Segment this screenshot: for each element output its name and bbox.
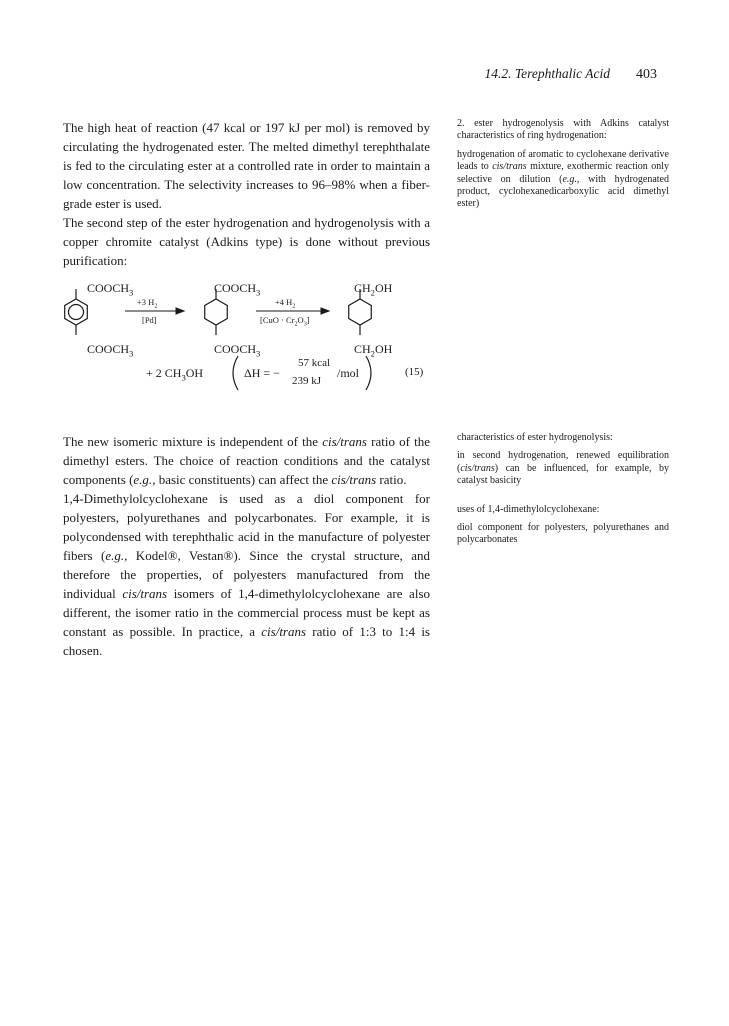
cond-2-catalyst: $[CuO \cdot Cr_2O_3]$	[260, 315, 310, 328]
label-cooch3-bottom-1: $COOCH_3$	[87, 342, 134, 359]
paragraph-heat-of-reaction: The high heat of reaction (47 kcal or 197 kJ per mol) is removed by circulating the hydrogenated ester. The melted dimethyl terephthalate is fed to the circulating ester at a controlled rate in order to maintain a low concentration. The selectivity increases to 96–98% when a fiber-grade ester is used.	[63, 120, 430, 211]
cond-1-catalyst: [Pd]	[142, 315, 157, 325]
label-cooch3-top-1: $COOCH_3$	[87, 281, 134, 298]
margin-note-body: in second hydrogenation, renewed equilibration (cis/trans) can be influenced, for example, by catalyst basicity	[457, 450, 669, 487]
margin-note-title: uses of 1,4-dimethylolcyclohexane:	[457, 503, 600, 515]
eq-number: (15)	[405, 366, 424, 378]
main-text-bottom	[63, 432, 430, 660]
eq-per-mol: /mol	[337, 366, 360, 380]
label-cooch3-top-2: $COOCH_3$	[214, 281, 261, 298]
margin-note-title: characteristics of ester hydrogenolysis:	[457, 432, 613, 443]
margin-note-title: 2. ester hydrogenolysis with Adkins catalyst characteristics of ring hydrogenation:	[457, 118, 669, 142]
eq-kj: 239 kJ	[292, 375, 322, 387]
margin-note-2	[457, 432, 669, 547]
cond-1-hydrogen: +3 $H_2$	[137, 297, 158, 310]
benzene-ring	[65, 289, 88, 335]
paragraph-second-step: The second step of the ester hydrogenation and hydrogenolysis with a copper chromite catalyst (Adkins type) is done without previous purification:	[63, 215, 430, 268]
cond-2-hydrogen: +4 $H_2$	[275, 297, 296, 310]
left-parenthesis	[233, 356, 238, 390]
section-title: 14.2. Terephthalic Acid	[484, 66, 610, 81]
margin-note-1	[457, 118, 669, 211]
eq-delta-h: ΔH = −	[244, 366, 280, 380]
reaction-scheme-15	[60, 270, 440, 410]
label-ch2oh-top: $CH_2OH$	[354, 281, 393, 298]
running-header	[485, 66, 658, 83]
right-parenthesis	[366, 356, 371, 390]
margin-note-body: hydrogenation of aromatic to cyclohexane derivative leads to cis/trans mixture, exothermic reaction only selective on dilution (e.g., with hydrogenated product, cyclohexanedicarboxylic acid dimethyl ester)	[457, 148, 669, 210]
margin-note-body: diol component for polyesters, polyurethanes and polycarbonates	[457, 522, 669, 546]
eq-kcal: 57 kcal	[298, 357, 331, 369]
eq-methanol: + 2 $CH_3OH$	[146, 366, 204, 383]
label-cooch3-bottom-2: $COOCH_3$	[214, 342, 261, 359]
paragraph-isomeric-mixture: The new isomeric mixture is independent of the cis/trans ratio of the dimethyl esters. The choice of reaction conditions and the catalyst components (e.g., basic constituents) can affect the cis/trans ratio.	[63, 434, 430, 487]
page-number: 403	[636, 67, 657, 82]
paragraph-diol-uses: 1,4-Dimethylolcyclohexane is used as a diol component for polyesters, polyurethanes and polycarbonates. For example, it is polycondensed with terephthalic acid in the manufacture of polyester fibers (e.g., Kodel®, Vestan®). Since the crystal structure, and therefore the properties, of polyesters manufactured from the individual cis/trans isomers of 1,4-dimethylolcyclohexane are also different, the isomer ratio in the commercial process must be kept as constant as possible. In practice, a cis/trans ratio of 1:3 to 1:4 is chosen.	[63, 491, 431, 658]
main-text-top	[63, 118, 430, 270]
label-ch2oh-bottom: $CH_2OH$	[354, 342, 393, 359]
